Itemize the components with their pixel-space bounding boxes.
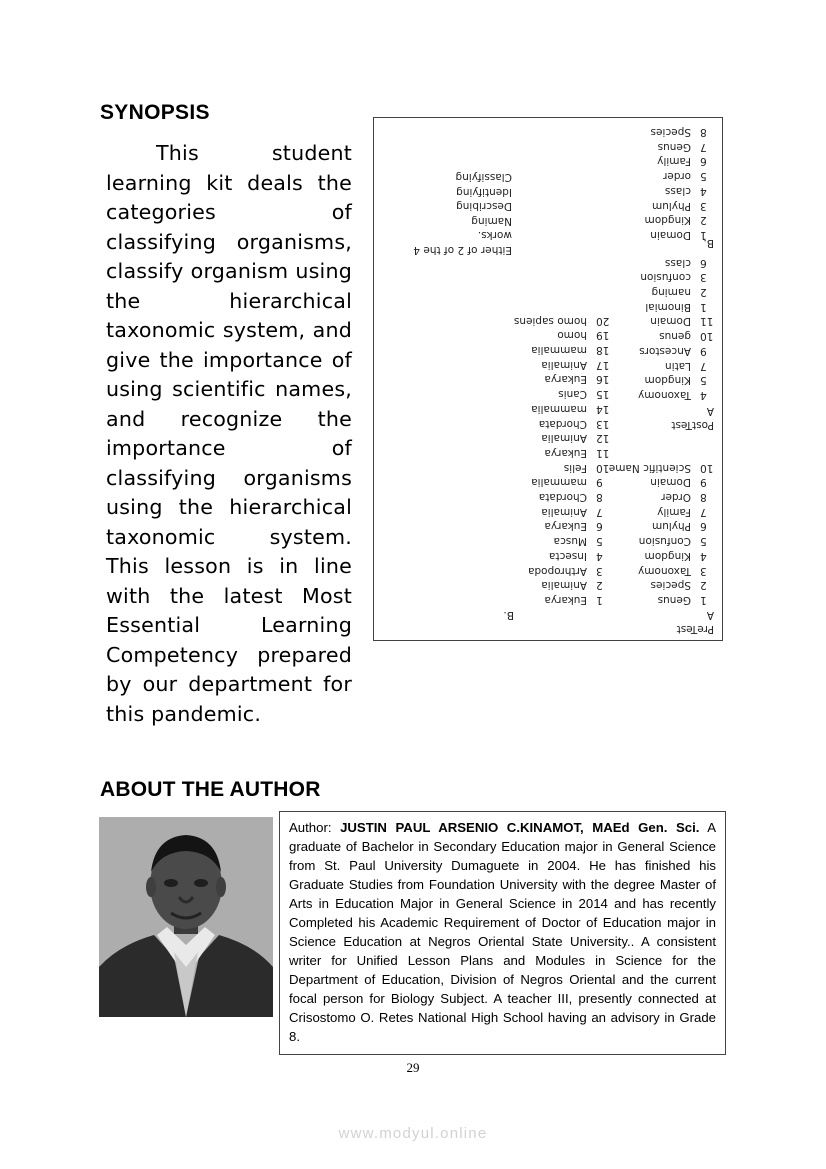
posttest-b-item: [645, 227, 718, 242]
pretest-b-item: [514, 445, 614, 460]
pretest-b-item: [514, 548, 614, 563]
posttest-b-note-2: works.: [477, 229, 512, 241]
pretest-b-item-answer: Eukarya: [544, 446, 587, 459]
pretest-b-item-answer: Animalia: [541, 579, 587, 592]
pretest-a-label: A: [706, 609, 714, 621]
posttest-b-label: B.: [703, 237, 714, 249]
posttest-b-item-answer: class: [664, 184, 691, 197]
author-bio-box: [279, 811, 726, 1055]
posttest-a-item-answer: class: [664, 256, 691, 269]
pretest-b-item-answer: Musca: [553, 535, 587, 548]
posttest-a-item-answer: naming: [651, 286, 691, 299]
pretest-b-item-number: 12: [596, 432, 610, 445]
pretest-a-item-answer: Kingdom: [644, 549, 691, 562]
pretest-b-item-number: 13: [596, 417, 610, 430]
posttest-b-item-answer: Phylum: [651, 199, 691, 212]
pretest-a-item-number: 9: [700, 476, 707, 489]
pretest-b-item: [514, 372, 614, 387]
posttest-a-item-answer: Ancestors: [639, 344, 691, 357]
posttest-a-item-answer: genus: [659, 330, 691, 343]
posttest-b-item: [645, 183, 718, 198]
pretest-b-item-number: 17: [596, 358, 610, 371]
posttest-a-item-answer: Binomial: [645, 300, 691, 313]
pretest-a-item-answer: Order: [661, 491, 691, 504]
pretest-a-item-number: 3: [700, 564, 707, 577]
posttest-b-item-number: 8: [700, 126, 707, 139]
pretest-a-item: [609, 533, 718, 548]
pretest-b-item: [514, 475, 614, 490]
posttest-a-item: [638, 299, 718, 314]
posttest-a-item-answer: Kingdom: [644, 374, 691, 387]
pretest-b-item-number: 5: [596, 535, 603, 548]
pretest-b-item: [514, 416, 614, 431]
pretest-b-item: [514, 578, 614, 593]
pretest-b-item-number: 20: [596, 314, 610, 327]
pretest-a-item-answer: Domain: [650, 476, 691, 489]
page-number: 29: [406, 1060, 420, 1075]
posttest-b-item-number: 1: [700, 229, 707, 241]
posttest-b-item-answer: Family: [657, 155, 691, 168]
pretest-a-item-answer: Species: [650, 579, 691, 592]
pretest-b-item-number: 4: [596, 549, 603, 562]
posttest-b-item: [645, 139, 718, 154]
pretest-a-item: [609, 548, 718, 563]
posttest-b-item: [645, 198, 718, 213]
pretest-b-label: B.: [503, 609, 514, 621]
pretest-b-item-number: 9: [596, 476, 603, 489]
pretest-b-item: [514, 563, 614, 578]
pretest-a-item-number: 6: [700, 520, 707, 533]
posttest-a-item: [638, 373, 718, 388]
posttest-b-item-answer: order: [663, 170, 691, 183]
pretest-a-item-answer: Confusion: [638, 535, 691, 548]
posttest-a-item-number: 5: [700, 374, 707, 387]
posttest-a-item: [638, 328, 718, 343]
pretest-b-item-number: 19: [596, 329, 610, 342]
pretest-a-item-number: 2: [700, 579, 707, 592]
pretest-a-item: [609, 475, 718, 490]
pretest-b-item: [514, 504, 614, 519]
synopsis-text: This student learning kit deals the categories of classifying organisms, classify organism using the hierarchical taxonomic system, and give the importance of using scientific names, and recognize the importance of classifying organisms using the hierarchical taxonomic system. This lesson is in line with the latest Most Essential Learning Competency prepared by our department for this pandemic.: [106, 141, 352, 726]
author-bio: A graduate of Bachelor in Secondary Education major in General Science from St. Paul University Dumaguete in 2004. He has finished his Graduate Studies from Foundation University with the degree Master of Arts in Education Major in General Science in 2014 and has recently Completed his Academic Requirement of Doctor of Education major in Science Education at Negros Oriental State University.. A consistent writer for Unified Lesson Plans and Modules in Science for the Department of Education, Division of Negros Oriental and the current focal person for Biology Subject. A teacher III, presently connected at Crisostomo O. Retes National High School having an advisory in Grade 8.: [289, 820, 716, 1044]
watermark: www.modyul.online: [338, 1125, 488, 1142]
posttest-a-item-number: 3: [700, 271, 707, 284]
posttest-a-item-number: 11: [700, 315, 714, 328]
pretest-b-item-answer: mammalia: [531, 402, 587, 415]
posttest-a-item: [638, 358, 718, 373]
pretest-a-item-number: 1: [700, 594, 707, 606]
posttest-a-item: [638, 255, 718, 270]
pretest-b-item-answer: Felis: [563, 461, 587, 474]
posttest-b-item-answer: Domain: [650, 229, 691, 241]
pretest-b-item: [514, 328, 614, 343]
pretest-title: PreTest: [676, 623, 714, 635]
pretest-b-item-number: 2: [596, 579, 603, 592]
pretest-b-item-answer: homo sapiens: [513, 314, 587, 327]
posttest-a-item-answer: confusion: [640, 271, 691, 284]
pretest-b-item-answer: Chordata: [538, 491, 587, 504]
pretest-a-item-answer: Family: [657, 505, 691, 518]
pretest-b-item-number: 8: [596, 491, 603, 504]
posttest-a-item: [638, 387, 718, 402]
author-label: Author:: [289, 820, 332, 835]
pretest-b-item: [514, 431, 614, 446]
posttest-b-note-item: Describing: [456, 200, 512, 213]
pretest-b-item-answer: Eukarya: [544, 594, 587, 606]
pretest-b-item-number: 7: [596, 505, 603, 518]
pretest-a-item-number: 7: [700, 505, 707, 518]
pretest-b-item: [514, 489, 614, 504]
pretest-b-item: [514, 386, 614, 401]
pretest-a-item: [609, 578, 718, 593]
pretest-b-item-answer: Arthropoda: [528, 564, 587, 577]
pretest-b-item-answer: Chordata: [538, 417, 587, 430]
pretest-b-item-number: 3: [596, 564, 603, 577]
posttest-a-item-number: 9: [700, 344, 707, 357]
answer-key-upside-down: [374, 118, 723, 641]
answer-key-image: [373, 117, 723, 641]
pretest-a-item-answer: Phylum: [651, 520, 691, 533]
pretest-b-item: [514, 313, 614, 328]
posttest-a-item-number: 1: [700, 300, 707, 313]
pretest-a-item: [609, 489, 718, 504]
posttest-b-item-answer: Species: [650, 126, 691, 139]
pretest-b-item-answer: Eukarya: [544, 373, 587, 386]
pretest-b-item-answer: mammalia: [531, 476, 587, 489]
pretest-b-list: [514, 313, 614, 607]
posttest-title: PostTest: [671, 419, 714, 431]
pretest-a-item: [609, 504, 718, 519]
pretest-b-item: [514, 342, 614, 357]
pretest-b-item-number: 11: [596, 446, 610, 459]
posttest-b-note-item: Classifying: [455, 170, 512, 183]
pretest-b-item-number: 14: [596, 402, 610, 415]
posttest-b-item: [645, 154, 718, 169]
posttest-b-item-answer: Genus: [657, 140, 691, 153]
pretest-a-item: [609, 519, 718, 534]
pretest-a-item-number: 10: [700, 461, 714, 474]
pretest-b-item-answer: Insecta: [548, 549, 587, 562]
pretest-b-item-answer: Animalia: [541, 432, 587, 445]
pretest-b-item-number: 18: [596, 344, 610, 357]
pretest-a-item-number: 8: [700, 491, 707, 504]
posttest-b-list: [645, 124, 718, 242]
pretest-b-item: [514, 460, 614, 475]
pretest-b-item-answer: Canis: [558, 388, 587, 401]
posttest-b-note-item: Naming: [471, 215, 512, 227]
pretest-b-item-number: 6: [596, 520, 603, 533]
pretest-a-item-answer: Genus: [657, 594, 691, 606]
pretest-a-item-answer: Scientific Name: [608, 461, 691, 474]
pretest-a-item-number: 4: [700, 549, 707, 562]
pretest-b-item: [514, 592, 614, 607]
pretest-b-item: [514, 533, 614, 548]
posttest-a-item-number: 6: [700, 256, 707, 269]
posttest-a-item-answer: Latin: [665, 359, 691, 372]
pretest-b-item: [514, 401, 614, 416]
posttest-b-item-number: 7: [700, 140, 707, 153]
pretest-b-item: [514, 519, 614, 534]
author-name: JUSTIN PAUL ARSENIO C.KINAMOT, MAEd Gen. Sci.: [340, 820, 700, 835]
pretest-a-item: [609, 460, 718, 475]
about-author-heading: ABOUT THE AUTHOR: [100, 778, 321, 801]
posttest-b-item-number: 6: [700, 155, 707, 168]
pretest-a-item: [609, 592, 718, 607]
posttest-b-item: [645, 124, 718, 139]
pretest-b-item-number: 16: [596, 373, 610, 386]
author-photo: [99, 817, 273, 1017]
posttest-a-item: [638, 343, 718, 358]
pretest-a-list: [609, 460, 718, 607]
posttest-a-item-number: 7: [700, 359, 707, 372]
posttest-b-item-number: 3: [700, 199, 707, 212]
posttest-b-item-number: 2: [700, 214, 707, 227]
pretest-b-item-answer: Animalia: [541, 358, 587, 371]
pretest-a-item: [609, 563, 718, 578]
posttest-b-note-1: Either of 2 of the 4: [413, 244, 512, 256]
posttest-b-note-item: Identifying: [456, 185, 512, 198]
pretest-b-item: [514, 357, 614, 372]
posttest-a-item-answer: Domain: [650, 315, 691, 328]
posttest-b-item: [645, 168, 718, 183]
pretest-b-item-answer: mammalia: [531, 344, 587, 357]
posttest-a-item: [638, 270, 718, 285]
posttest-a-item: [638, 314, 718, 329]
pretest-b-item-answer: homo: [557, 329, 587, 342]
pretest-a-item-answer: Taxonomy: [638, 564, 691, 577]
posttest-a-item-number: 2: [700, 286, 707, 299]
pretest-b-item-number: 10: [596, 461, 610, 474]
posttest-b-item-number: 5: [700, 170, 707, 183]
posttest-a-item-number: 10: [700, 330, 714, 343]
pretest-b-item-number: 1: [596, 594, 603, 606]
posttest-a-list: [638, 255, 718, 402]
posttest-a-item-number: 4: [700, 389, 707, 401]
synopsis-heading: SYNOPSIS: [100, 101, 210, 124]
pretest-b-item-number: 15: [596, 388, 610, 401]
posttest-a-label: A: [706, 405, 714, 417]
pretest-b-item-answer: Eukarya: [544, 520, 587, 533]
pretest-a-item-number: 5: [700, 535, 707, 548]
posttest-b-item: [645, 213, 718, 228]
posttest-b-note-list: [455, 169, 512, 228]
posttest-a-item-answer: Taxonomy: [638, 389, 691, 401]
pretest-b-item-answer: Animalia: [541, 505, 587, 518]
posttest-b-item-number: 4: [700, 184, 707, 197]
posttest-b-item-answer: Kingdom: [644, 214, 691, 227]
posttest-a-item: [638, 284, 718, 299]
